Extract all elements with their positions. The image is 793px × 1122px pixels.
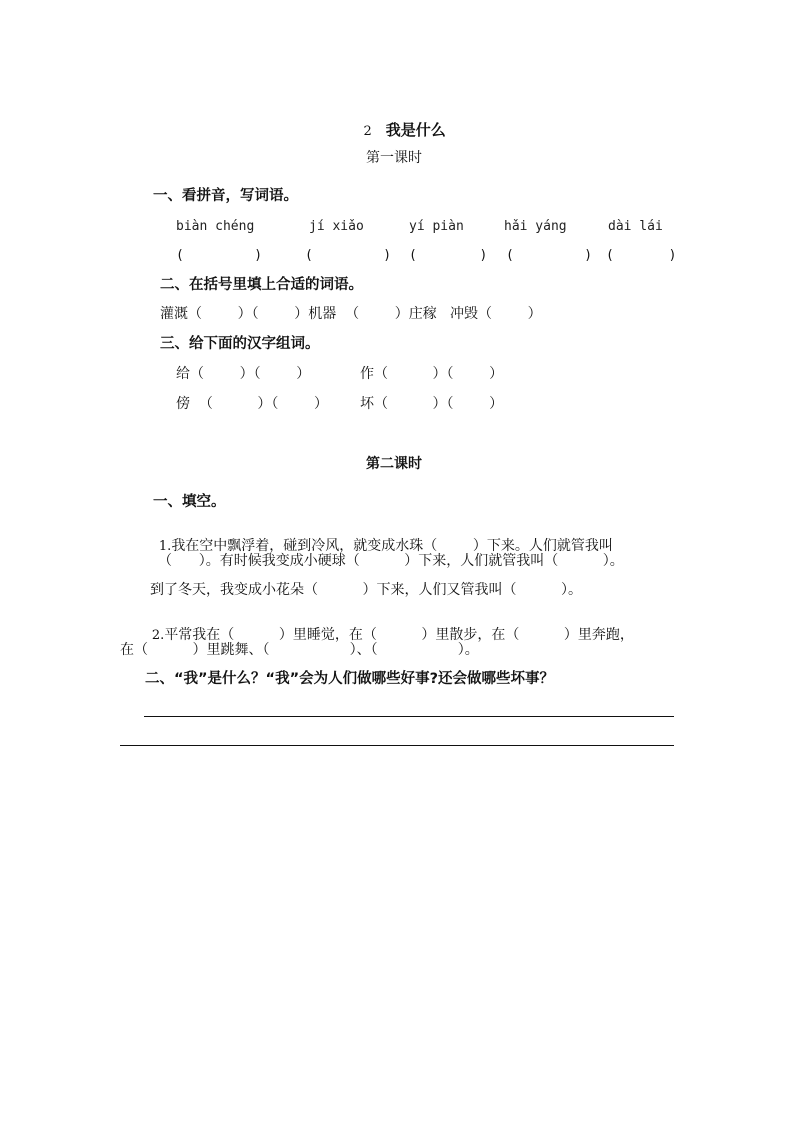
answer-blank[interactable]: ( ) bbox=[176, 248, 263, 263]
compose-row[interactable]: 坏（ ）（ ） bbox=[360, 396, 504, 412]
compose-row[interactable]: 给（ ）（ ） bbox=[176, 366, 311, 382]
section-heading-fill-blank: 一、填空。 bbox=[153, 494, 226, 510]
pinyin-item: yí piàn bbox=[409, 219, 464, 234]
fill-words-line[interactable]: 灌溉（ ）（ ）机器 （ ）庄稼 冲毁（ ） bbox=[160, 306, 542, 322]
pinyin-item: hǎi yáng bbox=[504, 219, 567, 234]
lesson2-label: 第二课时 bbox=[366, 456, 422, 472]
pinyin-item: biàn chéng bbox=[176, 219, 255, 234]
question-number: 2. bbox=[151, 628, 165, 643]
answer-blank[interactable]: ( ) bbox=[606, 248, 677, 263]
question-number: 1. bbox=[158, 539, 172, 554]
pinyin-item: dài lái bbox=[608, 219, 663, 234]
title-number: 2 bbox=[363, 124, 372, 139]
question-2-line-1[interactable]: 2.平常我在（ ）里睡觉，在（ ）里散步，在（ ）里奔跑， bbox=[151, 627, 634, 643]
section-heading-pinyin: 一、看拼音，写词语。 bbox=[153, 188, 298, 204]
answer-blank[interactable]: ( ) bbox=[409, 248, 488, 263]
title-text: 我是什么 bbox=[385, 121, 446, 139]
question-1-line-1[interactable]: 1.我在空中飘浮着，碰到冷风，就变成水珠（ ）下来。人们就管我叫 bbox=[158, 538, 613, 554]
answer-blank[interactable]: ( ) bbox=[305, 248, 392, 263]
answer-blank[interactable]: ( ) bbox=[506, 248, 593, 263]
compose-row[interactable]: 傍 （ ）（ ） bbox=[176, 396, 329, 412]
compose-row[interactable]: 作（ ）（ ） bbox=[360, 366, 504, 382]
lesson1-label: 第一课时 bbox=[366, 150, 422, 166]
pinyin-item: jí xiǎo bbox=[309, 219, 364, 234]
section-heading-open-question: 二、“我”是什么？“我”会为人们做哪些好事?还会做哪些坏事？ bbox=[145, 671, 555, 687]
answer-line[interactable] bbox=[120, 745, 674, 746]
section-heading-compose-words: 三、给下面的汉字组词。 bbox=[160, 336, 320, 352]
question-1-line-2[interactable]: （ ）。有时候我变成小硬球（ ）下来，人们就管我叫（ ）。 bbox=[158, 553, 624, 569]
question-1-line-3[interactable]: 到了冬天，我变成小花朵（ ）下来，人们又管我叫（ ）。 bbox=[150, 582, 583, 598]
section-heading-fill-words: 二、在括号里填上合适的词语。 bbox=[160, 277, 363, 293]
document-title bbox=[353, 108, 446, 138]
question-2-line-2[interactable]: 在（ ）里跳舞、（ ）、（ ）。 bbox=[120, 642, 479, 658]
answer-line[interactable] bbox=[144, 716, 674, 717]
